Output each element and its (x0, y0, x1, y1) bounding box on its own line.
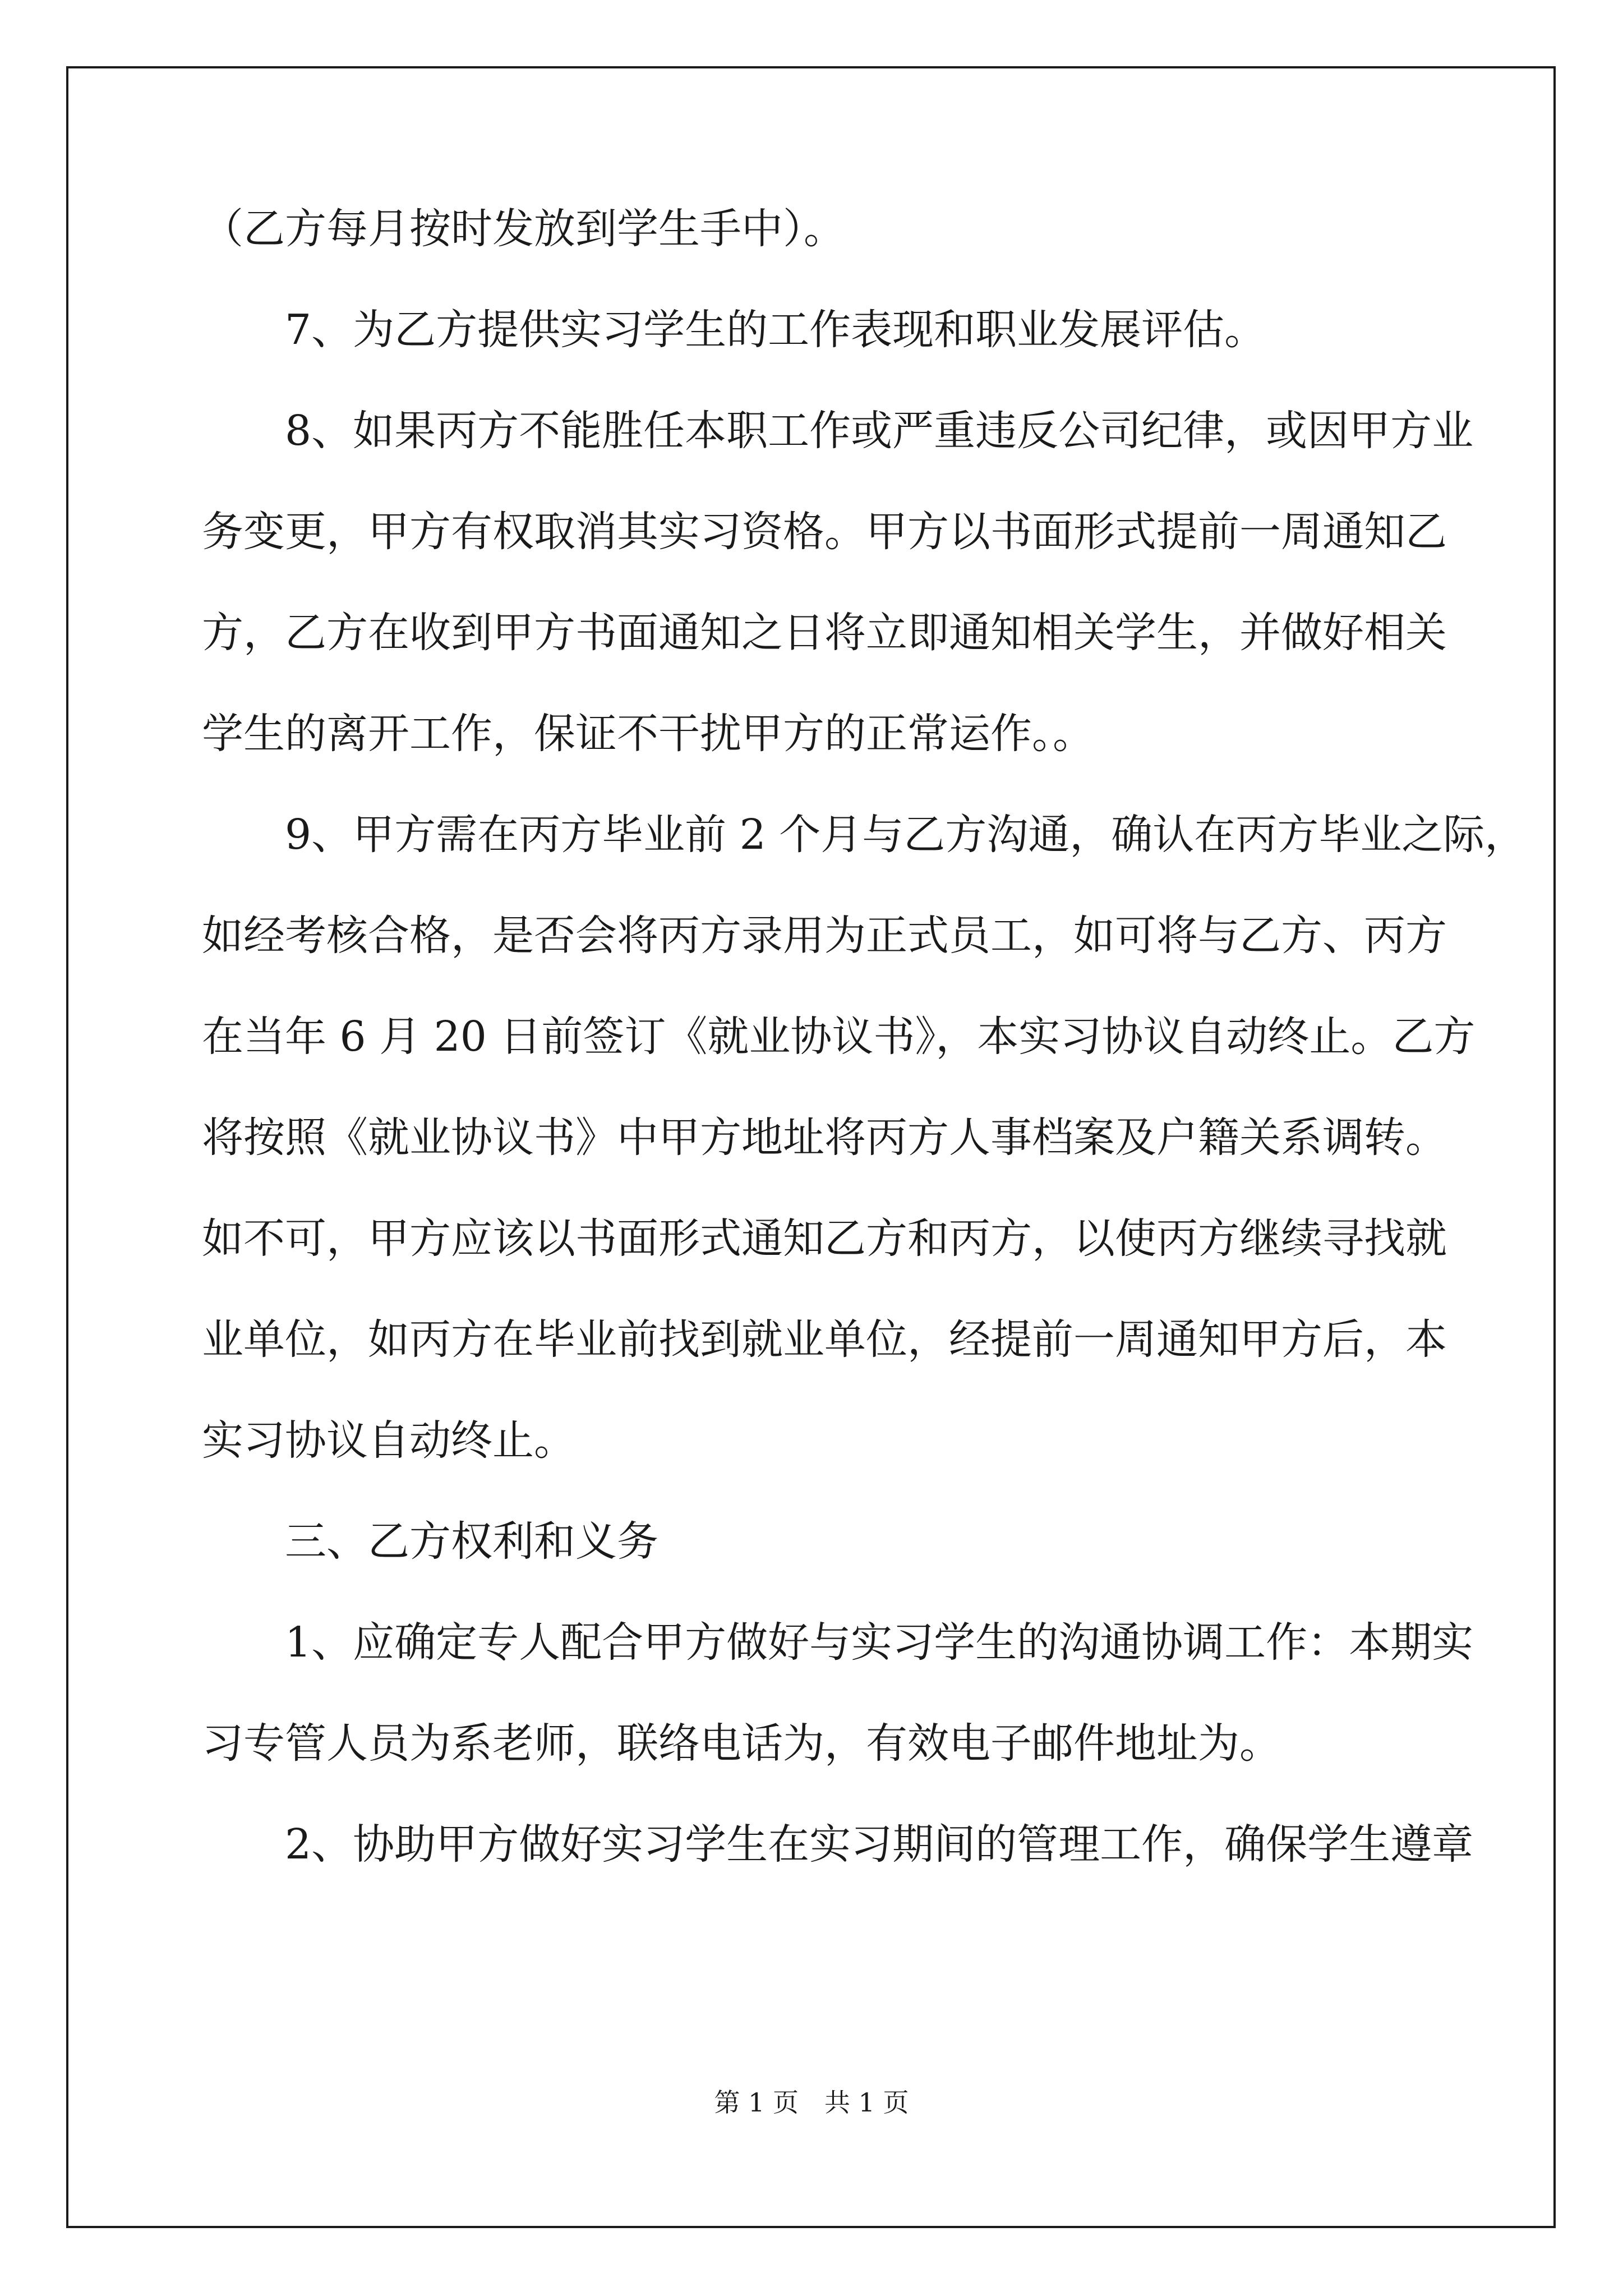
paragraph-line: （乙方每月按时发放到学生手中）。 (202, 205, 845, 253)
section-heading: 三、乙方权利和义务 (285, 1517, 658, 1566)
page-number-footer: 第 1 页 共 1 页 (714, 2087, 909, 2118)
paragraph-line: 2、协助甲方做好实习学生在实习期间的管理工作，确保学生遵章 (285, 1820, 1474, 1869)
paragraph-line: 在当年 6 月 20 日前签订《就业协议书》，本实习协议自动终止。乙方 (202, 1013, 1476, 1061)
paragraph-line: 实习协议自动终止。 (202, 1416, 575, 1465)
paragraph-line: 如不可，甲方应该以书面形式通知乙方和丙方，以使丙方继续寻找就 (202, 1214, 1447, 1263)
paragraph-line: 如经考核合格，是否会将丙方录用为正式员工，如可将与乙方、丙方 (202, 912, 1447, 960)
paragraph-line: 习专管人员为系老师，联络电话为，有效电子邮件地址为。 (202, 1719, 1281, 1768)
paragraph-line: 1、应确定专人配合甲方做好与实习学生的沟通协调工作：本期实 (285, 1618, 1474, 1667)
paragraph-line: 9、甲方需在丙方毕业前 2 个月与乙方沟通，确认在丙方毕业之际， (285, 811, 1527, 859)
paragraph-line: 方，乙方在收到甲方书面通知之日将立即通知相关学生，并做好相关 (202, 609, 1447, 657)
paragraph-line: 将按照《就业协议书》中甲方地址将丙方人事档案及户籍关系调转。 (202, 1114, 1447, 1162)
paragraph-line: 8、如果丙方不能胜任本职工作或严重违反公司纪律，或因甲方业 (285, 407, 1474, 455)
paragraph-line: 业单位，如丙方在毕业前找到就业单位，经提前一周通知甲方后，本 (202, 1315, 1447, 1364)
paragraph-line: 学生的离开工作，保证不干扰甲方的正常运作。。 (202, 710, 1094, 758)
paragraph-line: 7、为乙方提供实习学生的工作表现和职业发展评估。 (285, 306, 1266, 354)
paragraph-line: 务变更，甲方有权取消其实习资格。甲方以书面形式提前一周通知乙 (202, 508, 1447, 556)
